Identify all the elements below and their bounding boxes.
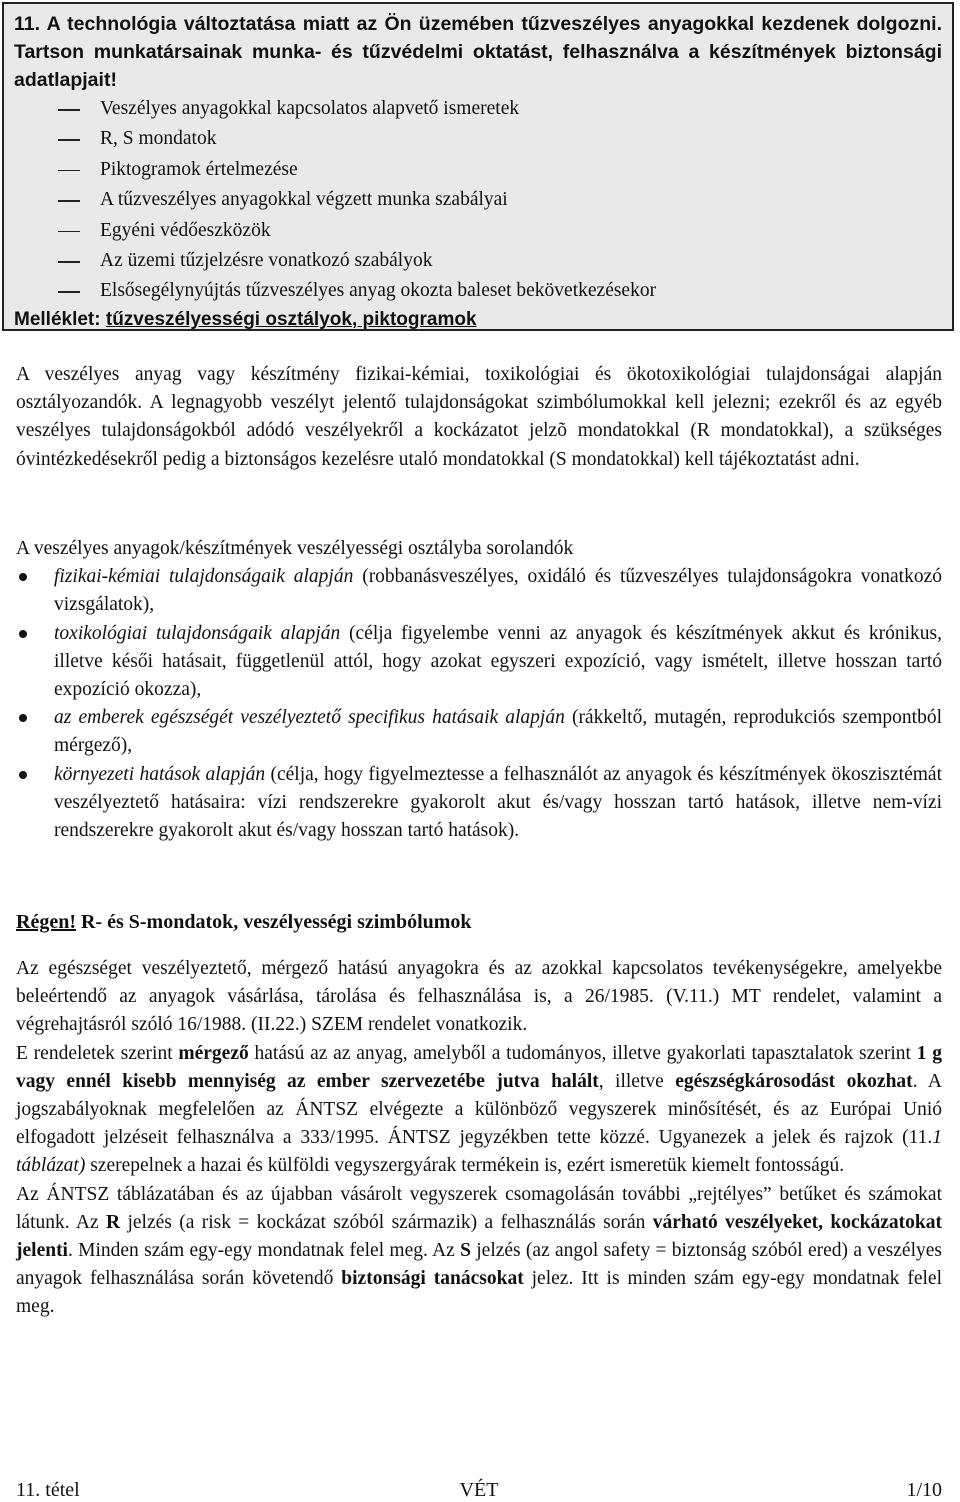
dash-icon (58, 109, 80, 111)
section-heading (16, 908, 472, 936)
dash-icon (58, 261, 80, 263)
dash-icon (58, 200, 80, 202)
annex-label: Melléklet: (14, 308, 106, 330)
categories-lead: A veszélyes anyagok/készítmények veszélyességi osztályba sorolandók (16, 538, 574, 559)
heading-regen: Régen! (16, 911, 76, 933)
topic-item: Elsősegélynyújtás tűzveszélyes anyag okozta baleset bekövetkezésekor (14, 276, 942, 306)
topic-item: Egyéni védőeszközök (14, 216, 942, 246)
footer-left: 11. tétel (16, 1479, 80, 1501)
bullet-icon (19, 573, 27, 581)
paragraph-classification: A veszélyes anyag vagy készítmény fizikai-kémiai, toxikológiai és ökotoxikológiai tulajdonságai alapján osztályozandók. A legnagyobb veszélyt jelentő tulajdonságokat szimbólumokkal kell jelezni; ezekről és az egyéb veszélyes tulajdonságokból adódó veszélyekről a kockázatot jelzõ mondatokkal (R mondatokkal), a szükséges óvintézkedésekről pedig a biztonságos kezelésre utaló mondatokkal (S mondatokkal) kell tájékoztatást adni. (16, 364, 942, 470)
list-item: toxikológiai tulajdonságaik alapján (célja figyelembe venni az anyagok és készítmények akkut és krónikus, illetve késői hatásait, függetlenül attól, hogy azokat egyszeri expozíció, vagy ismételt, illetve hosszan tartó expozíció okozza), (16, 620, 942, 705)
category-list (16, 563, 942, 845)
regulations-p2: E rendeletek szerint mérgező hatású az az anyag, amelyből a tudományos, illetve gyakorlati tapasztalatok szerint 1 g vagy ennél kisebb mennyiség az ember szervezetébe jutva halált, illetve egészségkárosodást okozhat. A jogszabályoknak megfelelően az ÁNTSZ elvégezte a különböző vegyszerek minősítését, és az Európai Unió elfogadott jelzéseit felhasználva a 333/1995. ÁNTSZ jegyzékben tette közzé. Ugyanezek a jelek és rajzok (11.1 táblázat) szerepelnek a hazai és külföldi vegyszergyárak termékein is, ezért ismeretük kiemelt fontosságú. (16, 1042, 942, 1177)
task-box (2, 2, 954, 331)
list-item: fizikai-kémiai tulajdonságaik alapján (robbanásveszélyes, oxidáló és tűzveszélyes tulajdonságokra vonatkozó vizsgálatok), (16, 563, 942, 619)
bullet-icon (19, 630, 27, 638)
regulations-p1: Az egészséget veszélyeztető, mérgező hatású anyagokra és az azokkal kapcsolatos tevékenységekre, amelyekbe beleértendő az anyagok vásárlása, tárolása és felhasználása is, a 26/1985. (V.11.) MT rendelet, valamint a végrehajtásról szóló 16/1988. (II.22.) SZEM rendelet vonatkozik. (16, 958, 942, 1036)
topic-item: Piktogramok értelmezése (14, 155, 942, 185)
dash-icon (58, 139, 80, 141)
heading-text: R- és S-mondatok, veszélyességi szimbólumok (75, 911, 472, 933)
list-item: az emberek egészségét veszélyeztető specifikus hatásaik alapján (rákkeltő, mutagén, reprodukciós szempontból mérgező), (16, 704, 942, 760)
annex-text: tűzveszélyességi osztályok, piktogramok (105, 308, 477, 330)
paragraph-categories (16, 535, 942, 845)
footer-center: VÉT (459, 1479, 499, 1501)
bullet-icon (19, 771, 27, 779)
dash-icon (58, 170, 80, 172)
topic-item: Veszélyes anyagokkal kapcsolatos alapvető ismeretek (14, 94, 942, 124)
topic-list (14, 94, 942, 307)
annex-line (14, 307, 942, 333)
list-item: környezeti hatások alapján (célja, hogy figyelmeztesse a felhasználót az anyagok és készítmények ökoszisztémát veszélyeztető hatásaira: vízi rendszerekre gyakorolt akut és/vagy hosszan tartó hatások, illetve nem-vízi rendszerekre gyakorolt akut és/vagy hosszan tartó hatások). (16, 761, 942, 846)
topic-item: Az üzemi tűzjelzésre vonatkozó szabályok (14, 246, 942, 276)
dash-icon (58, 231, 80, 233)
task-title: 11. A technológia változtatása miatt az Ön üzemében tűzveszélyes anyagokkal kezdenek dolgozni. Tartson munkatársainak munka- és tűzvédelmi oktatást, felhasználva a készítmények biztonsági adatlapjait! (14, 13, 942, 91)
topic-item: A tűzveszélyes anyagokkal végzett munka szabályai (14, 185, 942, 215)
page-number: 1/10 (906, 1479, 942, 1501)
paragraph-regulations (16, 955, 942, 1322)
regulations-p3: Az ÁNTSZ táblázatában és az újabban vásárolt vegyszerek csomagolásán további „rejtélyes” betűket és számokat látunk. Az R jelzés (a risk = kockázat szóból származik) a felhasználás során várható veszélyeket, kockázatokat jelenti. Minden szám egy-egy mondatnak felel meg. Az S jelzés (az angol safety = biztonság szóból ered) a veszélyes anyagok felhasználása során követendő biztonsági tanácsokat jelez. Itt is minden szám egy-egy mondatnak felel meg. (16, 1183, 942, 1318)
bullet-icon (19, 714, 27, 722)
topic-item: R, S mondatok (14, 124, 942, 154)
dash-icon (58, 291, 80, 293)
